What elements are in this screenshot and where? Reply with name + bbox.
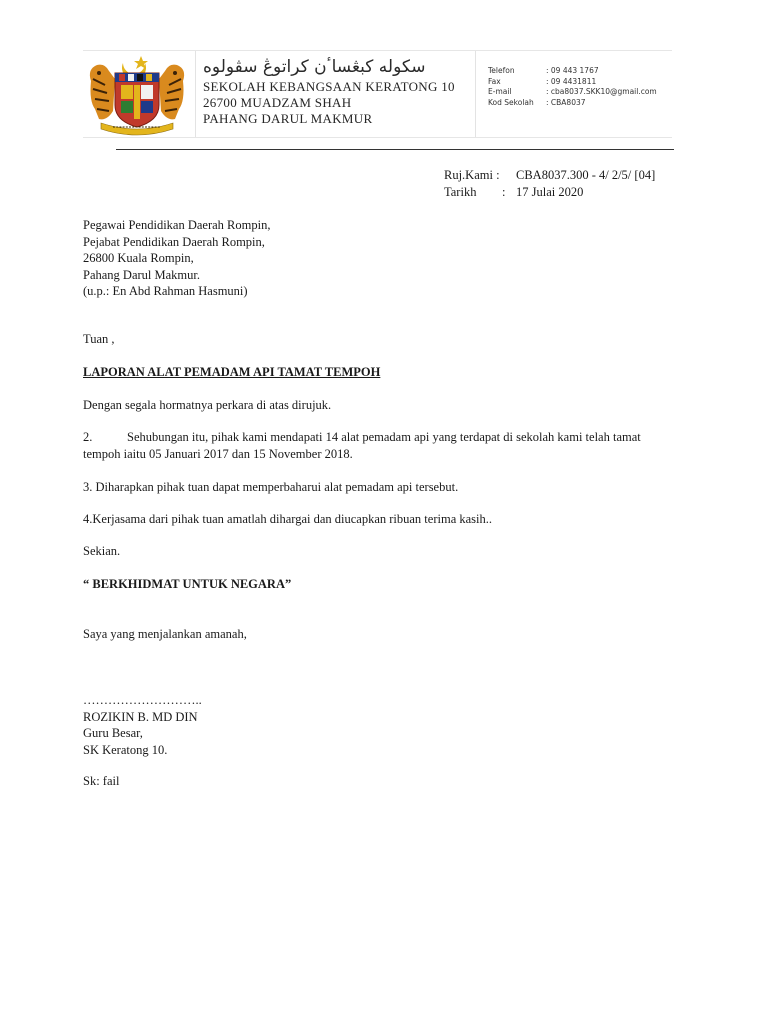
paragraph-3: 3. Diharapkan pihak tuan dapat memperbaharui alat pemadam api tersebut. [83, 480, 459, 494]
school-name-jawi: سکوله کبڠسا‌ٴن کراتوڠ سڤولوه [203, 57, 426, 77]
contact-value: : cba8037.SKK10@gmail.com [546, 87, 657, 96]
date-label: Tarikh [444, 184, 477, 199]
signatory-title: Guru Besar, [83, 726, 143, 740]
recipient-line: Pahang Darul Makmur. [83, 267, 200, 282]
date-value: 17 Julai 2020 [516, 184, 584, 199]
recipient-line: 26800 Kuala Rompin, [83, 251, 194, 265]
signature-block [83, 692, 202, 758]
malaysia-coat-of-arms-logo [83, 51, 191, 137]
school-postcode-town: 26700 MUADZAM SHAH [203, 95, 352, 110]
contact-row [488, 66, 673, 77]
contact-value: : CBA8037 [546, 97, 586, 107]
recipient-line: Pejabat Pendidikan Daerah Rompin, [83, 234, 265, 249]
contact-value: : 09 443 1767 [546, 66, 599, 75]
carbon-copy: Sk: fail [83, 774, 120, 788]
reference-block [444, 167, 655, 200]
contact-row [488, 98, 673, 109]
contact-row [488, 87, 673, 98]
header-rule [116, 149, 674, 150]
paragraph-number: 2. [83, 430, 93, 444]
school-identity [203, 55, 473, 127]
paragraph-1: Dengan segala hormatnya perkara di atas dirujuk. [83, 398, 332, 412]
date-colon: : [502, 184, 506, 199]
recipient-line: Pegawai Pendidikan Daerah Rompin, [83, 218, 271, 232]
paragraph-2-line-1 [83, 429, 641, 446]
contact-row [488, 77, 673, 88]
reference-row [444, 167, 655, 184]
contact-label: E-mail [488, 87, 512, 96]
motto: “ BERKHIDMAT UNTUK NEGARA” [83, 577, 292, 591]
closing: Sekian. [83, 544, 121, 558]
school-name: SEKOLAH KEBANGSAAN KERATONG 10 [203, 79, 455, 94]
letterhead [83, 50, 672, 138]
paragraph-4: 4.Kerjasama dari pihak tuan amatlah dihargai dan diucapkan ribuan terima kasih.. [83, 512, 492, 526]
signatory-school: SK Keratong 10. [83, 742, 168, 757]
date-row [444, 184, 655, 201]
contact-details [488, 66, 673, 108]
contact-label: Fax [488, 76, 501, 86]
paragraph-2-text: Sehubungan itu, pihak kami mendapati 14 alat pemadam api yang terdapat di sekolah kami telah tamat [127, 430, 641, 444]
letterhead-divider [475, 51, 476, 137]
letterhead-divider [195, 51, 196, 137]
recipient-line: (u.p.: En Abd Rahman Hasmuni) [83, 284, 248, 298]
contact-label: Kod Sekolah [488, 97, 534, 107]
paragraph-2-line-2: tempoh iaitu 05 Januari 2017 dan 15 November 2018. [83, 446, 353, 461]
school-state: PAHANG DARUL MAKMUR [203, 111, 373, 126]
paragraph-2 [83, 429, 641, 462]
salutation: Tuan , [83, 332, 115, 346]
signatory-name: ROZIKIN B. MD DIN [83, 709, 198, 724]
contact-label: Telefon [488, 66, 515, 75]
reference-label: Ruj.Kami : [444, 168, 500, 182]
letter-subject: LAPORAN ALAT PEMADAM API TAMAT TEMPOH [83, 365, 381, 379]
recipient-address [83, 217, 270, 300]
signature-dots: ……………………….. [83, 693, 202, 707]
signoff: Saya yang menjalankan amanah, [83, 627, 247, 641]
contact-value: : 09 4431811 [546, 76, 597, 86]
reference-value: CBA8037.300 - 4/ 2/5/ [04] [516, 168, 656, 182]
